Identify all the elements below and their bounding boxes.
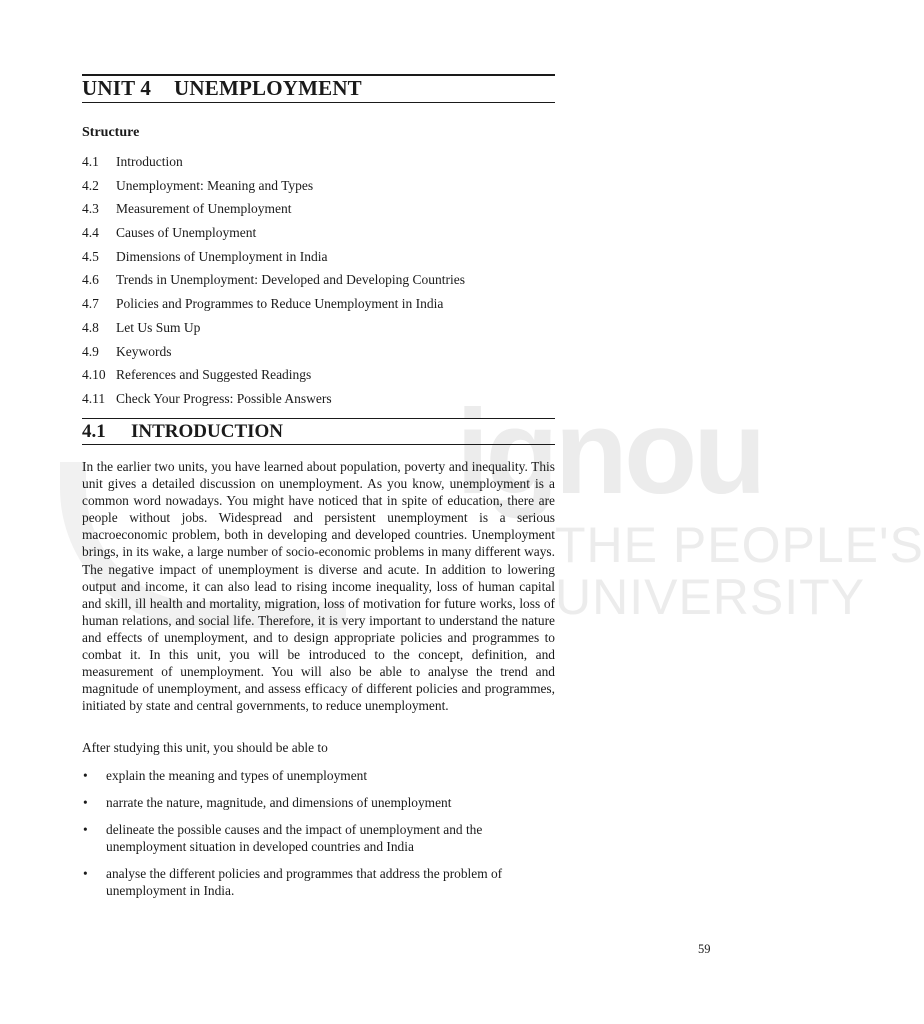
objective-item <box>82 865 555 899</box>
structure-item <box>82 316 555 340</box>
section-top-rule <box>82 418 555 419</box>
structure-item-number: 4.6 <box>82 272 99 288</box>
objectives-list <box>82 767 555 909</box>
section-heading <box>82 421 283 443</box>
structure-item-number: 4.3 <box>82 201 99 217</box>
structure-heading: Structure <box>82 125 140 140</box>
structure-item-number: 4.9 <box>82 343 99 359</box>
structure-item <box>82 363 555 387</box>
objective-item <box>82 821 555 855</box>
objective-text: narrate the nature, magnitude, and dimensions of unemployment <box>106 795 452 810</box>
structure-item-text: Let Us Sum Up <box>116 319 201 335</box>
structure-item-number: 4.11 <box>82 390 106 406</box>
structure-item <box>82 292 555 316</box>
page-number: 59 <box>698 942 711 956</box>
bullet-icon: • <box>83 768 88 783</box>
section-title: INTRODUCTION <box>131 421 284 442</box>
unit-header-bottom-rule <box>82 102 555 103</box>
unit-heading <box>82 76 362 101</box>
section-number: 4.1 <box>82 421 106 442</box>
unit-title: UNEMPLOYMENT <box>174 76 362 100</box>
structure-item-text: Dimensions of Unemployment in India <box>116 248 328 264</box>
watermark-logo-text: ignou <box>456 385 763 519</box>
structure-item-number: 4.10 <box>82 367 106 383</box>
bullet-icon: • <box>83 866 88 881</box>
structure-item-number: 4.4 <box>82 225 99 241</box>
structure-item <box>82 245 555 269</box>
objective-text: explain the meaning and types of unemployment <box>106 768 368 783</box>
bullet-icon: • <box>83 822 88 837</box>
structure-item <box>82 174 555 198</box>
structure-item-number: 4.7 <box>82 296 99 312</box>
structure-item-text: Keywords <box>116 343 172 359</box>
watermark-line-1: THE PEOPLE'S <box>555 517 924 573</box>
structure-item <box>82 387 555 411</box>
watermark-line-2: UNIVERSITY <box>555 569 866 625</box>
unit-number: UNIT 4 <box>82 76 152 100</box>
objective-item <box>82 767 555 784</box>
structure-item-text: Policies and Programmes to Reduce Unemployment in India <box>116 296 444 312</box>
structure-item-number: 4.1 <box>82 154 99 169</box>
structure-item-text: References and Suggested Readings <box>116 367 312 383</box>
introduction-paragraph: In the earlier two units, you have learned about population, poverty and inequality. This unit gives a detailed discussion on unemployment. As you know, unemployment is a common word nowadays. You might have noticed that in spite of education, there are people without jobs. Widespread and persistent unemployment is a serious macroeconomic problem, both in developing and developed countries. Unemployment brings, in its wake, a large number of socio-economic problems in many different ways. The negative impact of unemployment is diverse and acute. In addition to lowering output and income, it can also lead to rising income inequality, loss of human capital and skill, ill health and mortality, migration, loss of motivation for future works, loss of human relations, and social life. Therefore, it is very important to understand the nature and effects of unemployment, and to design appropriate policies and programmes to combat it. In this unit, you will be introduced to the concept, definition, and measurement of unemployment. You will also be able to analyse the trend and magnitude of unemployment, and assess efficacy of different policies and programmes, initiated by state and central governments, to reduce unemployment. <box>82 459 555 714</box>
structure-item-text: Causes of Unemployment <box>116 225 257 241</box>
structure-item-text: Check Your Progress: Possible Answers <box>116 390 332 406</box>
structure-item-text: Trends in Unemployment: Developed and Developing Countries <box>116 272 465 288</box>
structure-item <box>82 197 555 221</box>
structure-item-number: 4.8 <box>82 319 99 335</box>
structure-item <box>82 150 555 174</box>
section-bottom-rule <box>82 444 555 445</box>
structure-item <box>82 340 555 364</box>
structure-item <box>82 268 555 292</box>
structure-item-number: 4.2 <box>82 177 99 193</box>
objective-text: analyse the different policies and programmes that address the problem of unemployment in India. <box>106 866 503 898</box>
objectives-intro: After studying this unit, you should be able to <box>82 740 328 755</box>
structure-item <box>82 221 555 245</box>
bullet-icon: • <box>83 795 88 810</box>
structure-item-text: Measurement of Unemployment <box>116 201 292 217</box>
objective-item <box>82 794 555 811</box>
structure-item-text: Introduction <box>116 154 183 169</box>
structure-item-text: Unemployment: Meaning and Types <box>116 177 314 193</box>
structure-list <box>82 150 555 411</box>
structure-item-number: 4.5 <box>82 248 99 264</box>
objective-text: delineate the possible causes and the impact of unemployment and the unemployment situation in developed countries and India <box>106 822 483 854</box>
